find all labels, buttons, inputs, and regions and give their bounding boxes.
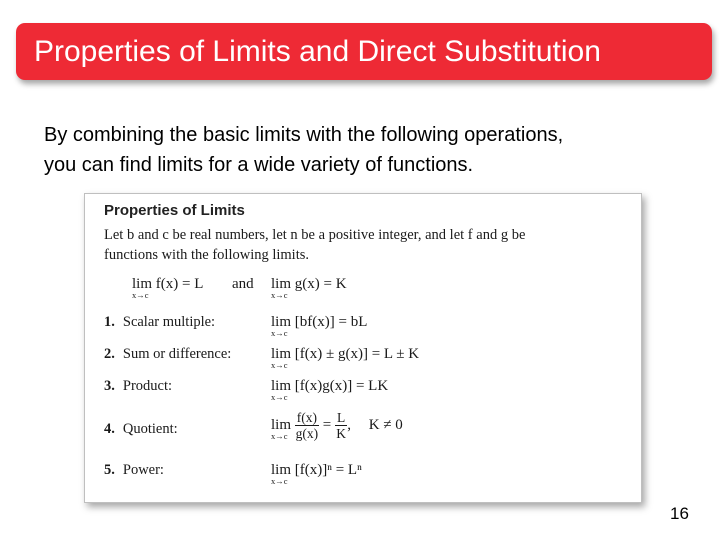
intro-line-1: By combining the basic limits with the following operations, bbox=[44, 124, 564, 146]
limit-subscript: x→c bbox=[132, 290, 149, 300]
property-4-condition: K ≠ 0 bbox=[368, 416, 403, 433]
property-2-name: Sum or difference: bbox=[122, 346, 232, 362]
property-5-name: Power: bbox=[122, 462, 164, 478]
property-3-number: 3. bbox=[104, 378, 115, 394]
given-limit-f bbox=[132, 276, 204, 300]
property-4-fraction-left bbox=[295, 410, 319, 441]
property-4-label bbox=[104, 421, 178, 438]
property-4-name: Quotient: bbox=[122, 421, 178, 437]
limit-subscript: x→c bbox=[271, 290, 288, 300]
property-3-label bbox=[104, 378, 172, 395]
slide-title: Properties of Limits and Direct Substitution bbox=[34, 34, 601, 68]
fraction-numerator: f(x) bbox=[296, 410, 318, 425]
box-text-line-2: functions with the following limits. bbox=[104, 247, 310, 263]
properties-of-limits-box bbox=[84, 193, 642, 503]
page-number: 16 bbox=[670, 504, 689, 523]
property-2-number: 2. bbox=[104, 346, 115, 362]
fraction-denominator: K bbox=[336, 426, 346, 441]
property-5-label bbox=[104, 462, 164, 479]
property-3-formula-text: lim [f(x)g(x)] = LK bbox=[271, 378, 389, 394]
limit-subscript: x→c bbox=[271, 431, 288, 441]
property-3-name: Product: bbox=[122, 378, 173, 394]
property-5-formula-text: lim [f(x)]ⁿ = Lⁿ bbox=[271, 462, 362, 478]
fraction-numerator: L bbox=[336, 410, 346, 425]
property-4-equals: = bbox=[322, 416, 332, 433]
property-4-number: 4. bbox=[104, 421, 115, 437]
given-and: and bbox=[232, 276, 254, 292]
property-1-label bbox=[104, 314, 215, 331]
property-2-formula bbox=[271, 346, 420, 370]
property-1-formula bbox=[271, 314, 368, 338]
property-4-lim: lim bbox=[271, 417, 292, 433]
property-2-label bbox=[104, 346, 231, 363]
box-text-line-1: Let b and c be real numbers, let n be a positive integer, and let f and g be bbox=[104, 227, 526, 243]
limit-subscript: x→c bbox=[271, 392, 288, 402]
property-2-formula-text: lim [f(x) ± g(x)] = L ± K bbox=[271, 346, 420, 362]
intro-text bbox=[44, 120, 704, 180]
property-5-number: 5. bbox=[104, 462, 115, 478]
slide-title-bar bbox=[16, 23, 712, 80]
box-title: Properties of Limits bbox=[104, 202, 245, 219]
given-limit-g bbox=[271, 276, 347, 300]
limit-subscript: x→c bbox=[271, 328, 288, 338]
property-1-number: 1. bbox=[104, 314, 115, 330]
limit-subscript: x→c bbox=[271, 360, 288, 370]
fraction-denominator: g(x) bbox=[295, 426, 319, 441]
intro-line-2: you can find limits for a wide variety of functions. bbox=[44, 154, 474, 176]
given-limit-g-text: lim g(x) = K bbox=[271, 276, 347, 292]
given-limit-f-text: lim f(x) = L bbox=[132, 276, 204, 292]
property-3-formula bbox=[271, 378, 389, 402]
property-1-name: Scalar multiple: bbox=[122, 314, 216, 330]
property-4-formula: lim x→c $\frac{f(x)}{g(x)}$ = $\frac{L}{K}$ , K ≠ 0 bbox=[271, 410, 403, 441]
limit-subscript: x→c bbox=[271, 476, 288, 486]
property-5-formula bbox=[271, 462, 362, 486]
property-1-formula-text: lim [bf(x)] = bL bbox=[271, 314, 368, 330]
property-4-fraction-right bbox=[335, 410, 347, 441]
